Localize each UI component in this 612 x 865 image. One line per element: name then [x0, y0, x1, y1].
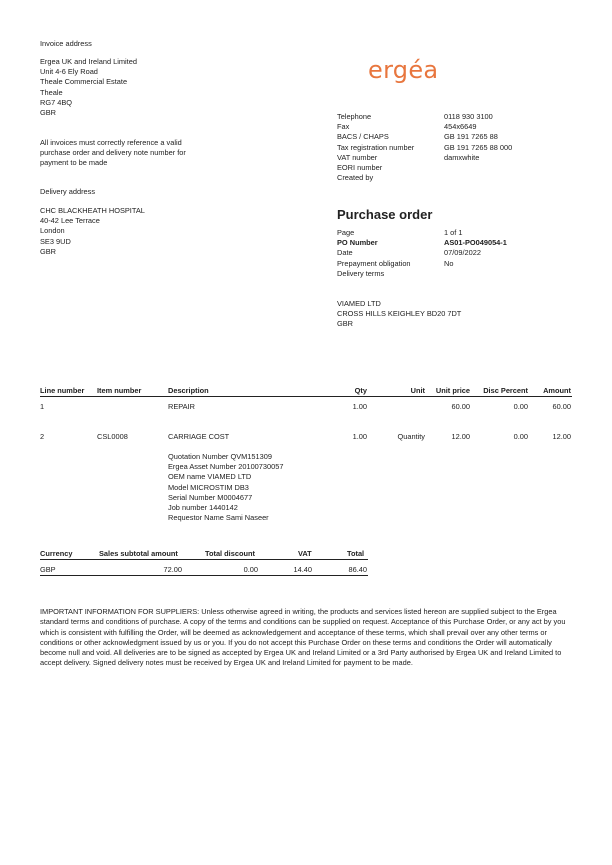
detail-line: Requestor Name Sami Naseer — [168, 513, 269, 523]
totals-header-vat: VAT — [298, 549, 312, 558]
po-field-label: PO Number — [337, 238, 378, 248]
row-unit: Quantity — [397, 432, 425, 441]
col-header-amount: Amount — [543, 386, 571, 395]
row-item-number: CSL0008 — [97, 432, 128, 441]
col-header-unit: Unit — [410, 386, 425, 395]
detail-line: Job number 1440142 — [168, 503, 238, 513]
po-field-label: Page — [337, 228, 355, 237]
invoice-address-line: Theale — [40, 87, 63, 97]
totals-header-sales-subtotal: Sales subtotal amount — [99, 549, 178, 558]
row-description: REPAIR — [168, 402, 195, 411]
invoice-address-line: RG7 4BQ — [40, 97, 73, 107]
detail-line: OEM name VIAMED LTD — [168, 472, 252, 482]
po-field-label: Date — [337, 248, 353, 258]
supplier-notice — [40, 607, 572, 669]
row-unit-price: 12.00 — [451, 432, 470, 441]
totals-header-divider — [40, 559, 368, 560]
row-disc-percent: 0.00 — [513, 402, 528, 411]
company-info-label: Telephone — [337, 112, 372, 121]
row-amount: 60.00 — [552, 402, 571, 411]
totals-header-total: Total — [347, 549, 365, 558]
supplier-notice-text: Unless otherwise agreed in writing, the products and services listed hereon are supplied subject to the Ergea standard terms and conditions of purchase. A copy of the terms and conditions can be supplied on request. Acceptance of this Purchase Order, or any act by you which is consistent with fulfilling the Order, will be deemed as acknowledgement and acceptance of these terms, which shall prevail over any other terms or conditions or other acknowledgment issued by us or you. If you do not accept this Purchase Order on these terms and conditions the Order will automatically become null and void. All deliveries are to be signed as accepted by Ergea UK and Ireland Limited or a 3rd Party authorised by Ergea UK and Ireland Limited to accept delivery. Signed delivery notes must be received by Ergea UK and Ireland Limited for payment to be made. — [40, 607, 566, 668]
company-info-label: Created by — [337, 173, 374, 183]
po-field-label: Delivery terms — [337, 268, 385, 278]
vendor-address — [337, 299, 461, 330]
totals-sales-subtotal: 72.00 — [163, 565, 182, 574]
delivery-address-line: SE3 9UD — [40, 236, 71, 246]
invoice-address-line: GBR — [40, 108, 57, 118]
invoice-address-line: Theale Commercial Estate — [40, 77, 128, 87]
row-disc-percent: 0.00 — [513, 432, 528, 441]
totals-header-currency: Currency — [40, 549, 73, 558]
delivery-address — [40, 206, 145, 257]
col-header-qty: Qty — [354, 386, 367, 395]
po-number-value: AS01-PO049054-1 — [444, 238, 507, 248]
detail-line: Ergea Asset Number 20100730057 — [168, 462, 284, 472]
vendor-line: CROSS HILLS KEIGHLEY BD20 7DT — [337, 309, 462, 319]
totals-bottom-divider — [40, 575, 368, 576]
supplier-notice-lead: IMPORTANT INFORMATION FOR SUPPLIERS: — [40, 607, 200, 616]
ergea-logo: ergéa — [368, 56, 439, 84]
vendor-line: GBR — [337, 319, 354, 329]
invoice-address-label: Invoice address — [40, 39, 92, 48]
page-title: Purchase order — [337, 207, 433, 222]
col-header-unit-price: Unit price — [435, 386, 470, 395]
delivery-address-label: Delivery address — [40, 187, 96, 196]
delivery-address-line: London — [40, 226, 65, 236]
detail-line: Model MICROSTIM DB3 — [168, 482, 249, 492]
row-amount: 12.00 — [552, 432, 571, 441]
col-header-item-number: Item number — [97, 386, 142, 395]
row-line-number: 1 — [40, 402, 45, 411]
company-info-value: 0118 930 3100 — [444, 112, 493, 121]
row-details — [168, 452, 283, 523]
col-header-disc-percent: Disc Percent — [483, 386, 528, 395]
delivery-address-line: 40-42 Lee Terrace — [40, 216, 100, 226]
po-field-value: No — [444, 258, 454, 268]
col-header-description: Description — [168, 386, 209, 395]
delivery-address-line: GBR — [40, 246, 57, 256]
po-field-labels — [337, 228, 411, 279]
invoice-address-line: Ergea UK and Ireland Limited — [40, 57, 137, 66]
po-field-label: Prepayment obligation — [337, 258, 411, 268]
company-info-label: VAT number — [337, 152, 378, 162]
totals-vat: 14.40 — [293, 565, 312, 574]
row-qty: 1.00 — [352, 402, 367, 411]
po-field-value: 07/09/2022 — [444, 248, 481, 258]
company-info-label: Tax registration number — [337, 142, 415, 152]
company-info-value: 454x6649 — [444, 122, 477, 132]
invoice-note — [40, 138, 186, 169]
totals-currency: GBP — [40, 565, 56, 574]
col-header-line-number: Line number — [40, 386, 85, 395]
company-info-labels — [337, 112, 414, 183]
row-qty: 1.00 — [352, 432, 367, 441]
table-header-divider — [40, 396, 572, 397]
invoice-address — [40, 57, 137, 118]
company-info-value: GB 191 7265 88 — [444, 132, 498, 142]
totals-total: 86.40 — [348, 565, 367, 574]
totals-total-discount: 0.00 — [243, 565, 258, 574]
invoice-note-line: All invoices must correctly reference a valid — [40, 138, 182, 147]
company-info-values — [444, 112, 512, 163]
vendor-line: VIAMED LTD — [337, 299, 381, 308]
delivery-address-line: CHC BLACKHEATH HOSPITAL — [40, 206, 145, 215]
detail-line: Quotation Number QVM151309 — [168, 452, 272, 461]
po-field-value: 1 of 1 — [444, 228, 463, 237]
company-info-value: damxwhite — [444, 152, 480, 162]
company-info-label: Fax — [337, 122, 350, 132]
totals-header-total-discount: Total discount — [205, 549, 255, 558]
company-info-label: BACS / CHAPS — [337, 132, 389, 142]
invoice-note-line: payment to be made — [40, 158, 108, 168]
invoice-note-line: purchase order and delivery note number for — [40, 148, 186, 158]
row-unit-price: 60.00 — [451, 402, 470, 411]
po-field-values — [444, 228, 507, 269]
row-description: CARRIAGE COST — [168, 432, 230, 441]
detail-line: Serial Number M0004677 — [168, 492, 253, 502]
row-line-number: 2 — [40, 432, 45, 441]
company-info-value: GB 191 7265 88 000 — [444, 142, 513, 152]
invoice-address-line: Unit 4-6 Ely Road — [40, 67, 98, 77]
company-info-label: EORI number — [337, 163, 383, 173]
